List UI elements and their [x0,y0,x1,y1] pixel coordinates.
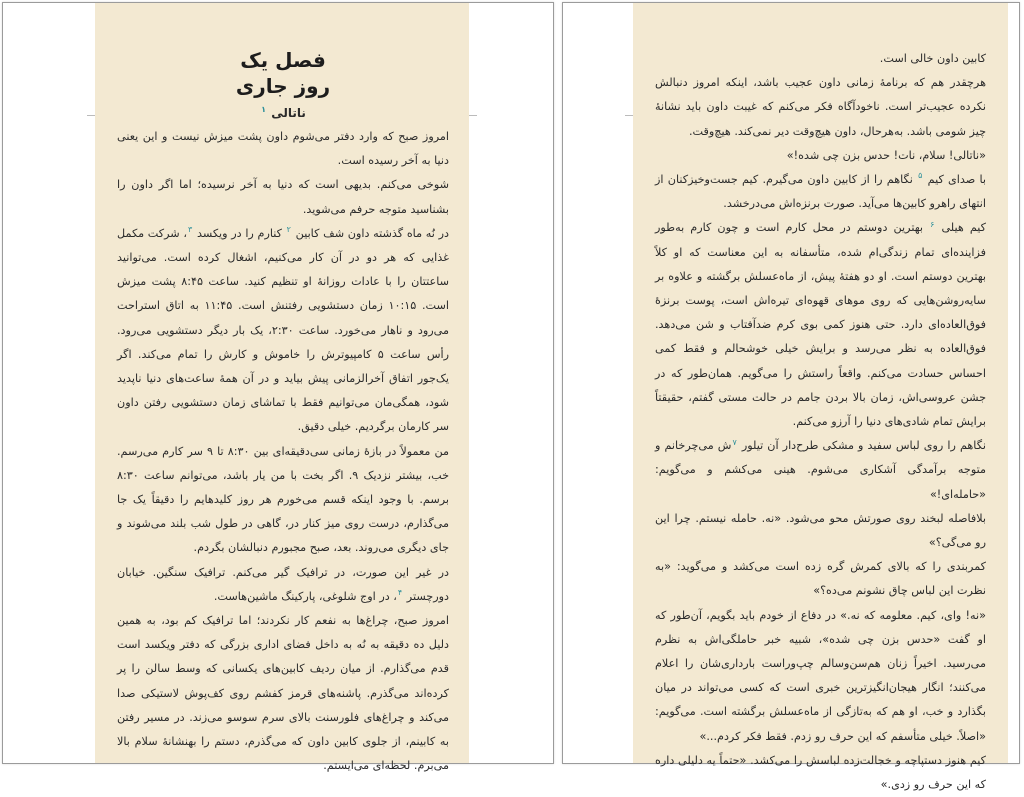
footnote-ref[interactable]: ۳ [187,225,193,235]
paragraph-text: ، در اوج شلوغی، پارکینگ ماشین‌هاست. [213,589,397,603]
speaker-heading [117,103,449,123]
footnote-ref[interactable]: ۶ [930,219,935,229]
paragraph [117,222,449,440]
footnote-ref[interactable]: ۵ [918,171,923,181]
paragraph: کابین داون خالی است. [879,52,986,65]
paragraph-text: در نُه ماه گذشته داون شف کابین [295,226,449,240]
footnote-ref[interactable]: ۴ [397,588,403,598]
paragraph-text: نگاهم را روی لباس سفید و مشکی طرح‌دار آن تیلور [741,439,987,453]
paragraph [117,561,449,609]
paragraph-text: با صدای کیم [927,173,987,187]
paragraph [655,168,986,216]
page-left-paper [95,3,469,773]
paragraph: «نه! وای، کیم. معلومه که نه.» در دفاع از خودم باید بگویم، آن‌طور که او گفت «حدس بزن چی شده»، شبیه خبر حاملگی‌اش به نظرم می‌رسید. اخیراً زنان هم‌سن‌وسالم چپ‌وراست بارداری‌شان را اعلام می‌کنند؛ انگار هیجان‌انگیزترین خبری است که کسی می‌تواند در میان بگذارد و خب، او هم که به‌تازگی از ماه‌عسلش برگشته است. می‌گویم: «اصلاً. خیلی متأسفم که این حرف رو زدم. فقط فکر کردم...» [655,608,986,743]
speaker-name: ناتالی [271,106,306,120]
paragraph-text: ، شرکت مکمل غذایی که هر دو در آن کار می‌کنیم، اشغال کرده است. می‌توانید ساعتتان را با عادات روزانهٔ او تنظیم کنید. ساعت ۸:۴۵ پشت میزش است. ۱۰:۱۵ زمان دستشویی رفتنش است. ۱۱:۴۵ به اتاق استراحت می‌رود و ناهار می‌خورد. ساعت ۲:۳۰، یک بار دیگر دستشویی می‌رود. رأس ساعت ۵ کامپیوترش را خاموش و کارش را تمام می‌کند. اگر یک‌جور اتفاق آخرالزمانی پیش بیاید و در آن همهٔ ساعت‌های دنیا ناپدید شود، همگی‌مان می‌توانیم فقط با تماشای زمان دستشویی رفتن داون سر کارمان برگردیم. خیلی دقیق. [117,226,450,434]
paragraph: کیم هنوز دستپاچه و خجالت‌زده لباسش را می‌کشد. «حتماً یه دلیلی داره که این حرف رو زدی.» [655,753,986,792]
footnote-ref[interactable]: ۱ [261,105,267,114]
paragraph: کمربندی را که بالای کمرش گره زده است می‌کشد و می‌گوید: «به نظرت این لباس چاق نشونم می‌ده؟» [655,560,986,598]
paragraph: من معمولاً در بازهٔ زمانی سی‌دقیقه‌ای بین ۸:۳۰ تا ۹ سر کارم می‌رسم. خب، بیشتر نزدیک ۹. اگر بخت با من یار باشد، می‌توانم ساعت ۸:۳۰ برسم. با وجود اینکه قسم می‌خورم هر روز کلیدهایم را دقیقاً یک جا می‌گذارم، درست روی میز کنار در، گاهی در طول شب بلند می‌شوند و جای دیگری می‌روند. بعد، صبح مجبورم دنبالشان بگردم. [117,444,450,555]
margin-tick [87,115,95,116]
margin-tick [625,115,633,116]
paragraph: «ناتالی! سلام، نات! حدس بزن چی شده!» [786,148,986,162]
paragraph: امروز صبح، چراغ‌ها به نفعم کار نکردند؛ اما ترافیک کم بود، به همین دلیل ده دقیقه به نُه به داخل فضای اداری بزرگی که دفتر ویکسد است قدم می‌گذارم. از میان ردیف کابین‌های یکسانی که وسط سالن را پر کرده‌اند می‌گذرم. پاشنه‌های قرمز کفشم روی کف‌پوش لاستیکی صدا می‌کند و چراغ‌های فلورسنت بالای سرم سوسو می‌زند. در مسیر رفتن به کابینم، از جلوی کابین داون که می‌گذرم، دستم را بهنشانهٔ سلام بالا می‌برم. لحظه‌ای می‌ایستم. [117,614,449,773]
paragraph-text: نگاهم را از کابین داون می‌گیرم. کیم جست‌وخیزکنان از انتهای راهرو کابین‌ها می‌آید. صورت برنزه‌اش می‌درخشد. [655,173,986,211]
paragraph [655,434,986,507]
paragraph [655,216,986,434]
chapter-title: فصل یک [240,48,326,72]
page-right [562,2,1020,792]
paragraph-text: در غیر این صورت، در ترافیک گیر می‌کنم. ترافیک سنگین. خیابان دورچستر [117,565,449,603]
footnote-ref[interactable]: ۷ [732,437,737,447]
page-right-paper [633,3,1008,792]
paragraph: امروز صبح که وارد دفتر می‌شوم داون پشت میزش نیست و این یعنی دنیا به آخر رسیده است. [117,130,449,168]
chapter-subtitle: روز جاری [235,74,331,98]
paragraph-text: کنارم را در ویکسد [196,226,282,240]
paragraph-text: کیم هیلی [941,221,987,235]
footnote-ref[interactable]: ۲ [286,225,291,235]
margin-tick [469,115,477,116]
paragraph-text: بهترین دوستم در محل کارم است و چون کارم به‌طور فزاینده‌ای تمام زندگی‌ام شده، متأسفانه به این معناست که او کلاً بهترین دوستم است. او دو هفتهٔ پیش، از ماه‌عسلش برگشته و علاوه بر سایه‌روشن‌هایی که روی موهای قهوه‌ای تیره‌اش است، پوست برنزهٔ فوق‌العاده‌ای دارد. حتی هنوز کمی بوی کرم ضدآفتاب و شن می‌دهد. فوق‌العاده به نظر می‌رسد و برایش خیلی خوشحالم و فقط کمی احساس حسادت می‌کنم. واقعاً راستش را می‌گویم. همان‌طور که در جشن عروسی‌اش، زمان بالا بردن جامم در حالت مستی گفتم، حقیقتاً برایش تمام شادی‌های دنیا را آرزو می‌کنم. [655,221,986,429]
paragraph: شوخی می‌کنم. بدیهی است که دنیا به آخر نرسیده؛ اما اگر داون را بشناسید متوجه حرفم می‌شوید. [117,178,449,216]
paragraph: هرچقدر هم که برنامهٔ زمانی داون عجیب باشد، اینکه امروز دنبالش نکرده عجیب‌تر است. ناخودآگاه فکر می‌کنم که غیبت داون باید نشانهٔ چیز شومی باشد. به‌هرحال، داون هیچ‌وقت دیر نمی‌کند. هیچ‌وقت. [655,76,986,138]
page-left [2,2,554,773]
paragraph: بلافاصله لبخند روی صورتش محو می‌شود. «نه. حامله نیستم. چرا این رو می‌گی؟» [655,511,986,550]
paragraph-text: ش می‌چرخانم و متوجه برآمدگی آشکاری می‌شوم. هینی می‌کشم و می‌گویم: «حامله‌ای!» [655,439,986,501]
